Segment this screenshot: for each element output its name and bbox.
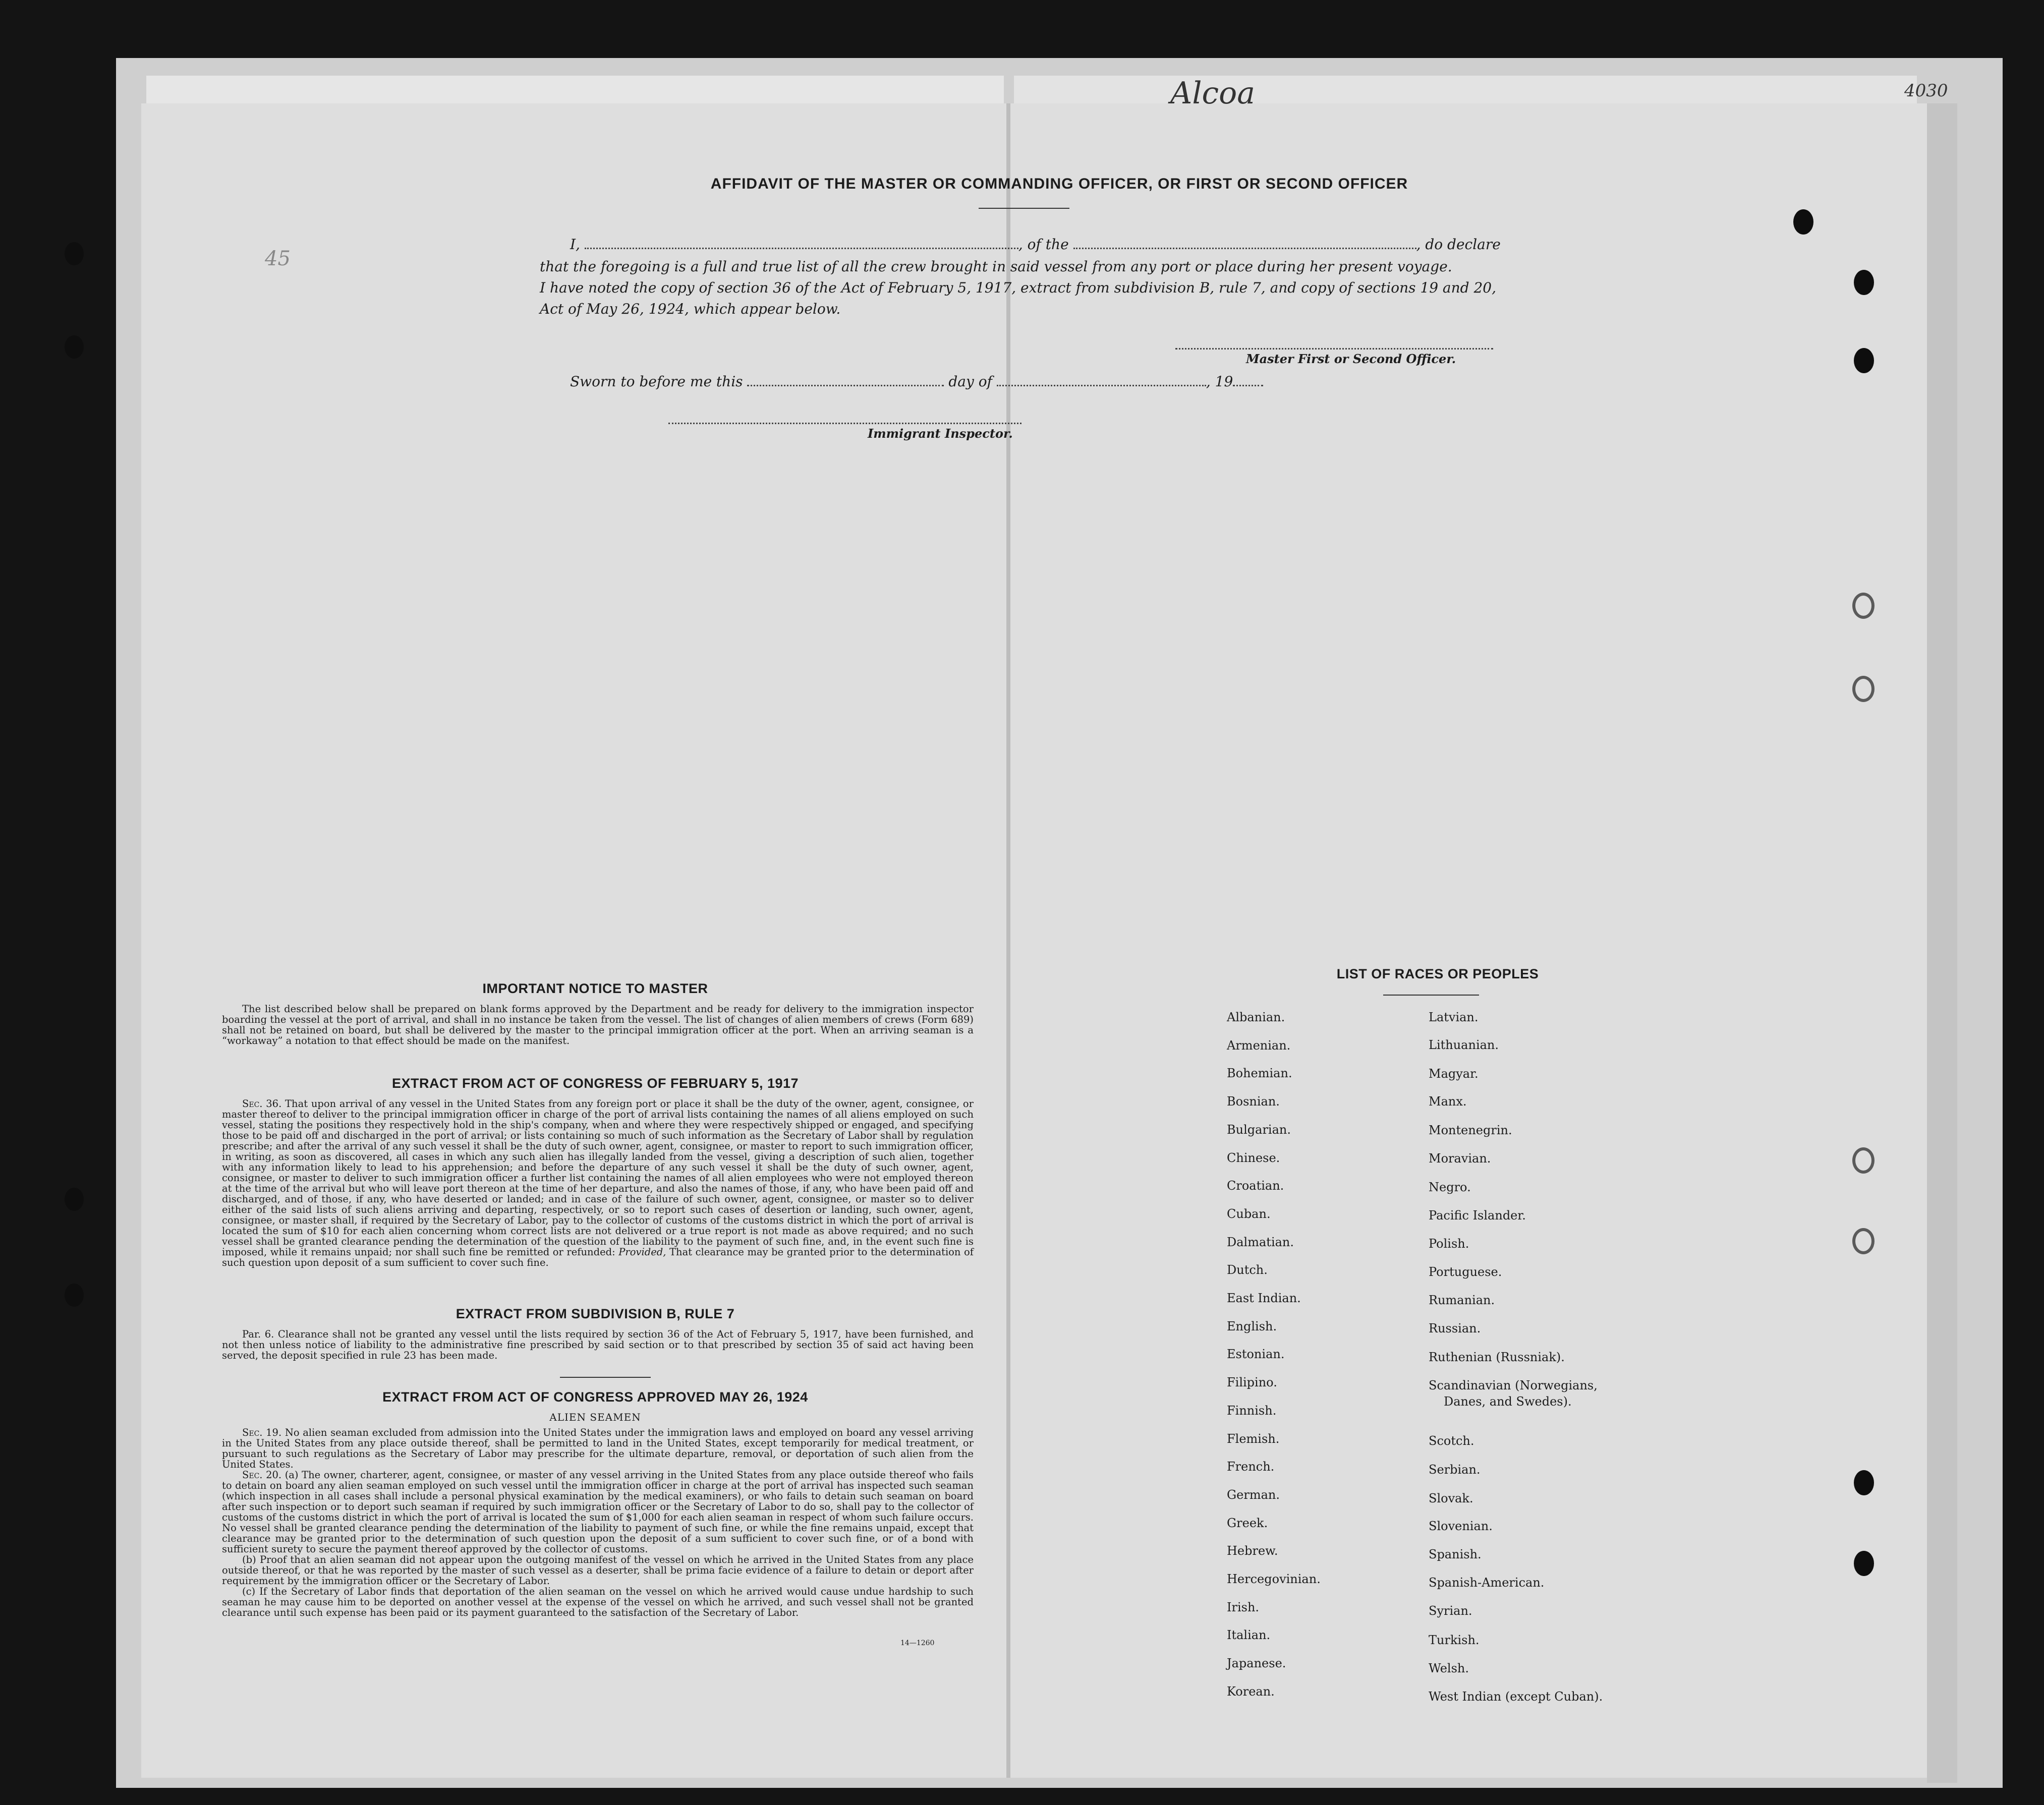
race-item: Lithuanian. bbox=[1429, 1038, 1499, 1052]
sec-36-label: Sec. 36. bbox=[242, 1098, 282, 1110]
races-title: LIST OF RACES OR PEOPLES bbox=[1336, 966, 1539, 981]
sworn-label: Sworn to before me this bbox=[570, 373, 743, 390]
binder-hole bbox=[1854, 1551, 1874, 1576]
binder-hole bbox=[65, 242, 84, 265]
race-item: Bulgarian. bbox=[1227, 1122, 1291, 1137]
affidavit-line-4: Act of May 26, 1924, which appear below. bbox=[540, 301, 841, 317]
do-declare-label: , do declare bbox=[1416, 236, 1501, 253]
affidavit-line-3: I have noted the copy of section 36 of the Act of February 5, 1917, extract from subdivision B, rule 7, and copy of sections 19 and 20, bbox=[540, 279, 1497, 296]
race-item: Scotch. bbox=[1429, 1434, 1474, 1448]
name-blank[interactable] bbox=[585, 248, 1018, 249]
i-label: I, bbox=[570, 236, 580, 253]
race-item: Pacific Islander. bbox=[1429, 1208, 1526, 1222]
race-item: Montenegrin. bbox=[1429, 1123, 1512, 1137]
binder-hole bbox=[1852, 593, 1875, 619]
race-item: Danes, and Swedes). bbox=[1444, 1394, 1572, 1409]
race-item: Armenian. bbox=[1227, 1038, 1291, 1053]
vessel-blank[interactable] bbox=[1073, 248, 1416, 249]
race-item: Moravian. bbox=[1429, 1151, 1491, 1166]
extract-rule7-body: Par. 6. Clearance shall not be granted any vessel until the lists required by section 36 of the Act of February 5, 1917, have been furnished, and not then unless notice of liability to the administrative fine prescribed by said section or to that prescribed by section 35 of said act having been served, the deposit specified in rule 23 has been made. bbox=[222, 1328, 974, 1361]
race-item: German. bbox=[1227, 1487, 1280, 1502]
handwritten-number: 4030 bbox=[1904, 81, 1948, 101]
inspector-label: Immigrant Inspector. bbox=[868, 426, 1013, 441]
race-item: Ruthenian (Russniak). bbox=[1429, 1350, 1565, 1364]
proviso-label: Provided, bbox=[618, 1246, 666, 1258]
inspector-signature-blank[interactable] bbox=[668, 423, 1021, 424]
race-item: Irish. bbox=[1227, 1600, 1260, 1614]
race-item: Rumanian. bbox=[1429, 1293, 1495, 1307]
binder-hole bbox=[1852, 676, 1875, 702]
race-item: Cuban. bbox=[1227, 1206, 1271, 1221]
sworn-line bbox=[570, 373, 1263, 390]
binder-hole bbox=[65, 1284, 84, 1307]
race-item: Hercegovinian. bbox=[1227, 1572, 1321, 1586]
affidavit-declaration-line bbox=[570, 236, 1513, 253]
race-item: Serbian. bbox=[1429, 1463, 1481, 1477]
notice-body: The list described below shall be prepared on blank forms approved by the Department and be ready for delivery to the immigration inspector boarding the vessel at the port of arrival, and shall in no instance be taken from the vessel. The list of changes of alien members of crews (Form 689) shall not be retained on board, but shall be delivered by the master to the principal immigration officer at the port. When an arriving seaman is a “workaway” a notation to that effect should be made on the manifest. bbox=[222, 1003, 974, 1046]
sec-20a-text: (a) The owner, charterer, agent, consignee, or master of any vessel arriving in the United States from any place outside thereof who fails to detain on board any alien seaman employed on such vessel until the immigration officer in charge at the port of arrival has inspected such seaman (which inspection in all cases shall include a personal physical examination by the medical examiners), or who fails to detain such seaman on board after such inspection or to deport such seaman if required by such immigration officer or the Secretary of Labor to do so, shall pay to the collector of customs of the customs district in which the port of arrival is located the sum of $1,000 for each alien seaman in respect of whom such failure occurs. No vessel shall be granted clearance pending the determination of the liability to payment of such fine, or while the fine remains unpaid, except that clearance may be granted prior to the determination of such question upon the deposit of a sum sufficient to cover such fine, or of a bond with sufficient surety to secure the payment thereof approved by the collector of customs. bbox=[222, 1469, 974, 1555]
race-item: Turkish. bbox=[1429, 1633, 1480, 1647]
pencil-mark: 45 bbox=[265, 247, 291, 270]
binder-hole bbox=[65, 1188, 84, 1211]
race-item: Welsh. bbox=[1429, 1661, 1469, 1675]
signature-blank[interactable] bbox=[1175, 348, 1493, 350]
binder-hole bbox=[1854, 348, 1874, 373]
extract-1924-title: EXTRACT FROM ACT OF CONGRESS APPROVED MAY 26, 1924 bbox=[382, 1389, 808, 1405]
race-item: French. bbox=[1227, 1460, 1275, 1474]
sec-36-text: That upon arrival of any vessel in the United States from any foreign port or place it shall be the duty of the owner, agent, consignee, or master thereof to deliver to the principal immigration officer in charge of the port of arrival lists containing the names of all aliens employed on such vessel, stating the positions they respectively hold in the ship's company, when and where they were respectively shipped or engaged, and specifying those to be paid off and discharged in the port of arrival; or lists containing so much of such information as the Secretary of Labor shall by regulation prescribe; and after the arrival of any such vessel it shall be the duty of such owner, agent, consignee, or master to report to such immigration officer, in writing, as soon as discovered, all cases in which any such alien has illegally landed from the vessel, giving a description of such alien, together with any information likely to lead to his apprehension; and before the departure of any such vessel it shall be the duty of such owner, agent, consignee, or master to deliver to such immigration officer a further list containing the names of all alien employees who were not employed thereon at the time of the arrival but who will leave port thereon at the time of her departure, and also the names of those, if any, who have been paid off and discharged, and of those, if any, who have deserted or landed; and in case of the failure of such owner, agent, consignee, or master so to deliver either of the said lists of such aliens arriving and departing, respectively, or so to report such cases of desertion or landing, such owner, agent, consignee, or master shall, if required by the Secretary of Labor, pay to the collector of customs of the customs district in which the port of arrival is located the sum of $10 for each alien concerning whom correct lists are not delivered or a true report is not made as above required; and no such vessel shall be granted clearance pending the determination of the question of the liability to the payment of such fine, and, in the event such fine is imposed, while it remains unpaid; nor shall such fine be remitted or refunded: bbox=[222, 1098, 974, 1258]
signature-label: Master First or Second Officer. bbox=[1246, 352, 1456, 366]
affidavit-line-2: that the foregoing is a full and true list of all the crew brought in said vessel from any port or place during her present voyage. bbox=[540, 258, 1452, 275]
extract-1917-body bbox=[222, 1098, 974, 1268]
notice-title: IMPORTANT NOTICE TO MASTER bbox=[482, 981, 708, 996]
race-item: Greek. bbox=[1227, 1516, 1268, 1530]
race-item: Dutch. bbox=[1227, 1263, 1268, 1277]
binder-hole bbox=[1852, 1228, 1875, 1254]
of-the-label: , of the bbox=[1018, 236, 1069, 253]
extract-1924-body bbox=[222, 1427, 974, 1618]
race-item: West Indian (except Cuban). bbox=[1429, 1690, 1603, 1704]
binder-hole bbox=[1793, 209, 1813, 235]
title-rule bbox=[979, 208, 1069, 209]
race-item: Bohemian. bbox=[1227, 1066, 1292, 1081]
race-item: Spanish-American. bbox=[1429, 1576, 1545, 1590]
races-rule bbox=[1383, 995, 1479, 996]
race-item: Latvian. bbox=[1429, 1010, 1479, 1024]
race-item: Estonian. bbox=[1227, 1347, 1285, 1362]
race-item: Croatian. bbox=[1227, 1179, 1284, 1193]
sworn-month-blank[interactable] bbox=[997, 385, 1206, 386]
sworn-day-blank[interactable] bbox=[747, 385, 944, 386]
race-item: Portuguese. bbox=[1429, 1265, 1502, 1279]
race-item: Albanian. bbox=[1227, 1010, 1285, 1024]
binder-hole bbox=[65, 335, 84, 359]
race-item: Italian. bbox=[1227, 1628, 1271, 1643]
sec-20c-text: (c) If the Secretary of Labor finds that deportation of the alien seaman on the vessel on which he arrived would cause undue hardship to such seaman he may cause him to be deported on another vessel at the expense of the vessel on which he arrived, and such vessel shall not be granted clearance until such expense has been paid or its payment guaranteed to the satisfaction of the Secretary of Labor. bbox=[222, 1586, 974, 1618]
sec-19-text: No alien seaman excluded from admission into the United States under the immigration laws and employed on board any vessel arriving in the United States from any place outside thereof, shall be permitted to land in the United States, except temporarily for medical treatment, or pursuant to such regulations as the Secretary of Labor may prescribe for the ultimate departure, removal, or deportation of such alien from the United States. bbox=[222, 1427, 974, 1470]
race-item: Slovenian. bbox=[1429, 1519, 1493, 1533]
year-label: , 19 bbox=[1206, 373, 1233, 390]
binder-hole bbox=[1854, 1470, 1874, 1495]
race-item: Bosnian. bbox=[1227, 1094, 1280, 1109]
race-item: Japanese. bbox=[1227, 1656, 1286, 1671]
sec-20b-text: (b) Proof that an alien seaman did not appear upon the outgoing manifest of the vessel on which he arrived in the United States from any place outside thereof, or that he was reported by the master of such vessel as a deserter, shall be prima facie evidence of a failure to detain or deport after requirement by the immigration officer or the Secretary of Labor. bbox=[222, 1554, 974, 1587]
race-item: Manx. bbox=[1429, 1094, 1467, 1109]
alien-seamen-subtitle: ALIEN SEAMEN bbox=[549, 1411, 641, 1423]
extract-1917-title: EXTRACT FROM ACT OF CONGRESS OF FEBRUARY 5, 1917 bbox=[391, 1076, 799, 1091]
race-item: Negro. bbox=[1429, 1180, 1471, 1194]
race-item: Slovak. bbox=[1429, 1491, 1473, 1505]
race-item: Spanish. bbox=[1429, 1547, 1482, 1561]
extract-rule7-title: EXTRACT FROM SUBDIVISION B, RULE 7 bbox=[456, 1306, 735, 1321]
sworn-year-blank[interactable] bbox=[1233, 385, 1263, 386]
race-item: Dalmatian. bbox=[1227, 1235, 1294, 1249]
binder-hole bbox=[1852, 1147, 1875, 1174]
handwritten-vessel-name: Alcoa bbox=[1170, 76, 1256, 111]
underlying-page-edge bbox=[1014, 76, 1917, 103]
section-rule bbox=[560, 1377, 651, 1378]
race-item: Polish. bbox=[1429, 1237, 1469, 1251]
race-item: Scandinavian (Norwegians, bbox=[1429, 1378, 1598, 1392]
race-item: Finnish. bbox=[1227, 1403, 1277, 1418]
form-number: 14—1260 bbox=[900, 1639, 935, 1647]
race-item: Korean. bbox=[1227, 1684, 1275, 1699]
proviso-text: That clearance may be granted prior to the determination of such question upon deposit of a sum sufficient to cover such fine. bbox=[222, 1246, 974, 1268]
race-item: Magyar. bbox=[1429, 1067, 1479, 1081]
race-item: Chinese. bbox=[1227, 1150, 1280, 1165]
binder-hole bbox=[1854, 270, 1874, 295]
day-of-label: day of bbox=[948, 373, 992, 390]
race-item: Hebrew. bbox=[1227, 1544, 1278, 1558]
race-item: Russian. bbox=[1429, 1321, 1481, 1335]
race-item: Filipino. bbox=[1227, 1375, 1277, 1390]
underlying-page-edge bbox=[146, 76, 1004, 103]
page-fold bbox=[1006, 103, 1010, 1778]
race-item: East Indian. bbox=[1227, 1291, 1301, 1305]
page-edge bbox=[1927, 103, 1957, 1783]
sec-20-label: Sec. 20. bbox=[242, 1469, 282, 1481]
race-item: Syrian. bbox=[1429, 1604, 1472, 1618]
race-item: English. bbox=[1227, 1319, 1277, 1333]
race-item: Flemish. bbox=[1227, 1431, 1280, 1446]
sec-19-label: Sec. 19. bbox=[242, 1427, 282, 1438]
affidavit-title: AFFIDAVIT OF THE MASTER OR COMMANDING OFFICER, OR FIRST OR SECOND OFFICER bbox=[710, 176, 1408, 192]
